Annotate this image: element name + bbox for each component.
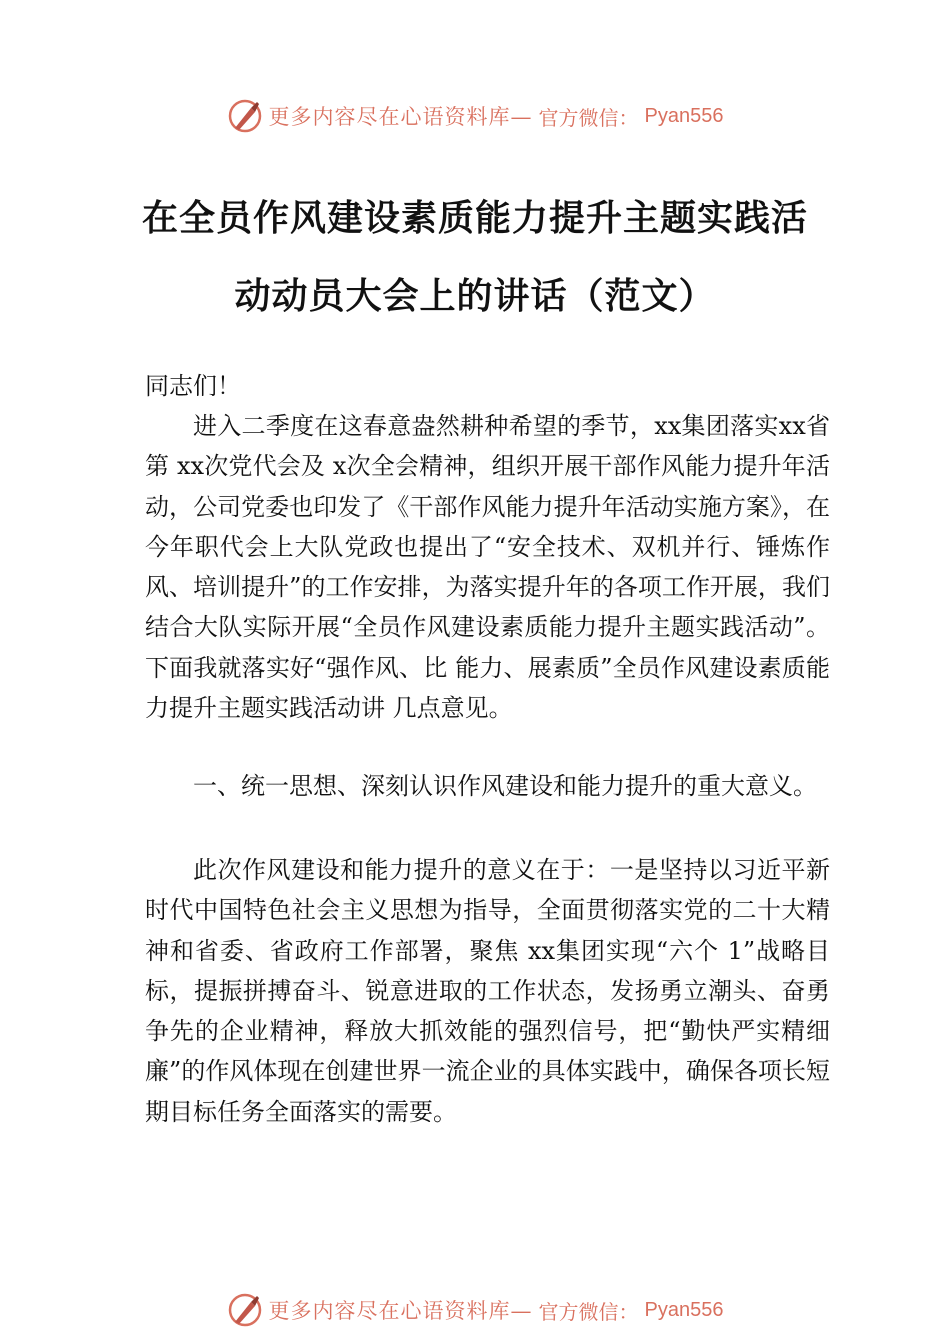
watermark-wechat-label: 官方微信：: [538, 1299, 639, 1324]
watermark-wechat-label: 官方微信：: [538, 105, 639, 130]
watermark-wechat-id: Pyan556: [644, 104, 724, 127]
watermark: [227, 1292, 724, 1328]
paragraph-2: 此次作风建设和能力提升的意义在于：一是坚持以习近平新时代中国特色社会主义思想为指导，全面贯彻落实党的二十大精神和省委、省政府工作部署，聚焦 xx集团实现“六个 1”战略目标，提振拼搏奋斗、锐意进取的工作状态，发扬勇立潮头、奋勇争先的企业精神，释放大抓效能的强烈信号，把“勤快严实精细廉”的作风体现在创建世界一流企业的具体实践中，确保各项长短期目标任务全面落实的需要。: [145, 856, 830, 1126]
document-title-line1: 在全员作风建设素质能力提升主题实践活: [141, 197, 808, 239]
footer-watermark: [0, 1290, 950, 1330]
watermark-library-text: 更多内容尽在心语资料库—: [268, 105, 533, 129]
watermark: [227, 98, 724, 134]
header-watermark: [0, 96, 950, 136]
pen-logo-icon: [227, 1292, 263, 1328]
pen-logo-icon: [227, 98, 263, 134]
document-title-line2: 动动员大会上的讲话（范文）: [234, 275, 716, 317]
watermark-wechat-id: Pyan556: [644, 1298, 724, 1321]
section-heading-1: 一、统一思想、深刻认识作风建设和能力提升的重大意义。: [193, 772, 817, 800]
watermark-library-text: 更多内容尽在心语资料库—: [268, 1299, 533, 1323]
salutation: 同志们！: [145, 372, 241, 400]
paragraph-1: 进入二季度在这春意盎然耕种希望的季节，xx集团落实xx省第 xx次党代会及 x次全会精神，组织开展干部作风能力提升年活动，公司党委也印发了《干部作风能力提升年活动实施方案》，在今年职代会上大队党政也提出了“安全技术、双机并行、锤炼作风、培训提升”的工作安排，为落实提升年的各项工作开展，我们结合大队实际开展“全员作风建设素质能力提升主题实践活动”。下面我就落实好“强作风、比 能力、展素质”全员作风建设素质能力提升主题实践活动讲 几点意见。: [145, 412, 830, 723]
